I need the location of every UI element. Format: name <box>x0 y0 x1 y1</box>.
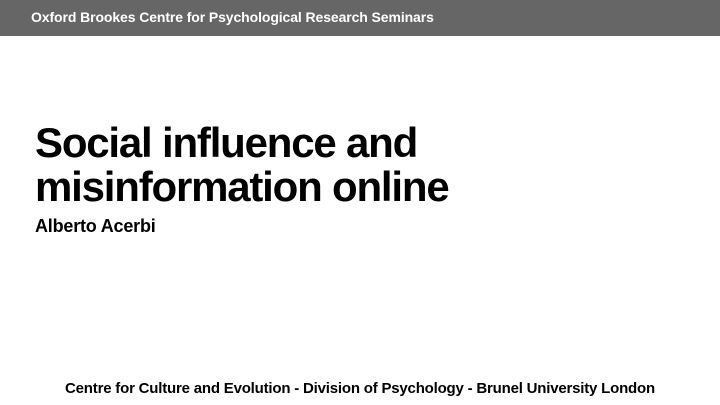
affiliation-footer: Centre for Culture and Evolution - Division of Psychology - Brunel University London <box>65 380 655 397</box>
author-name: Alberto Acerbi <box>35 216 156 236</box>
slide-title-line-2: misinformation online <box>35 163 449 210</box>
slide-title <box>35 121 695 209</box>
slide-title-line-1: Social influence and <box>35 119 418 166</box>
header-bar <box>0 0 720 36</box>
seminar-series-title: Oxford Brookes Centre for Psychological Research Seminars <box>31 9 434 25</box>
